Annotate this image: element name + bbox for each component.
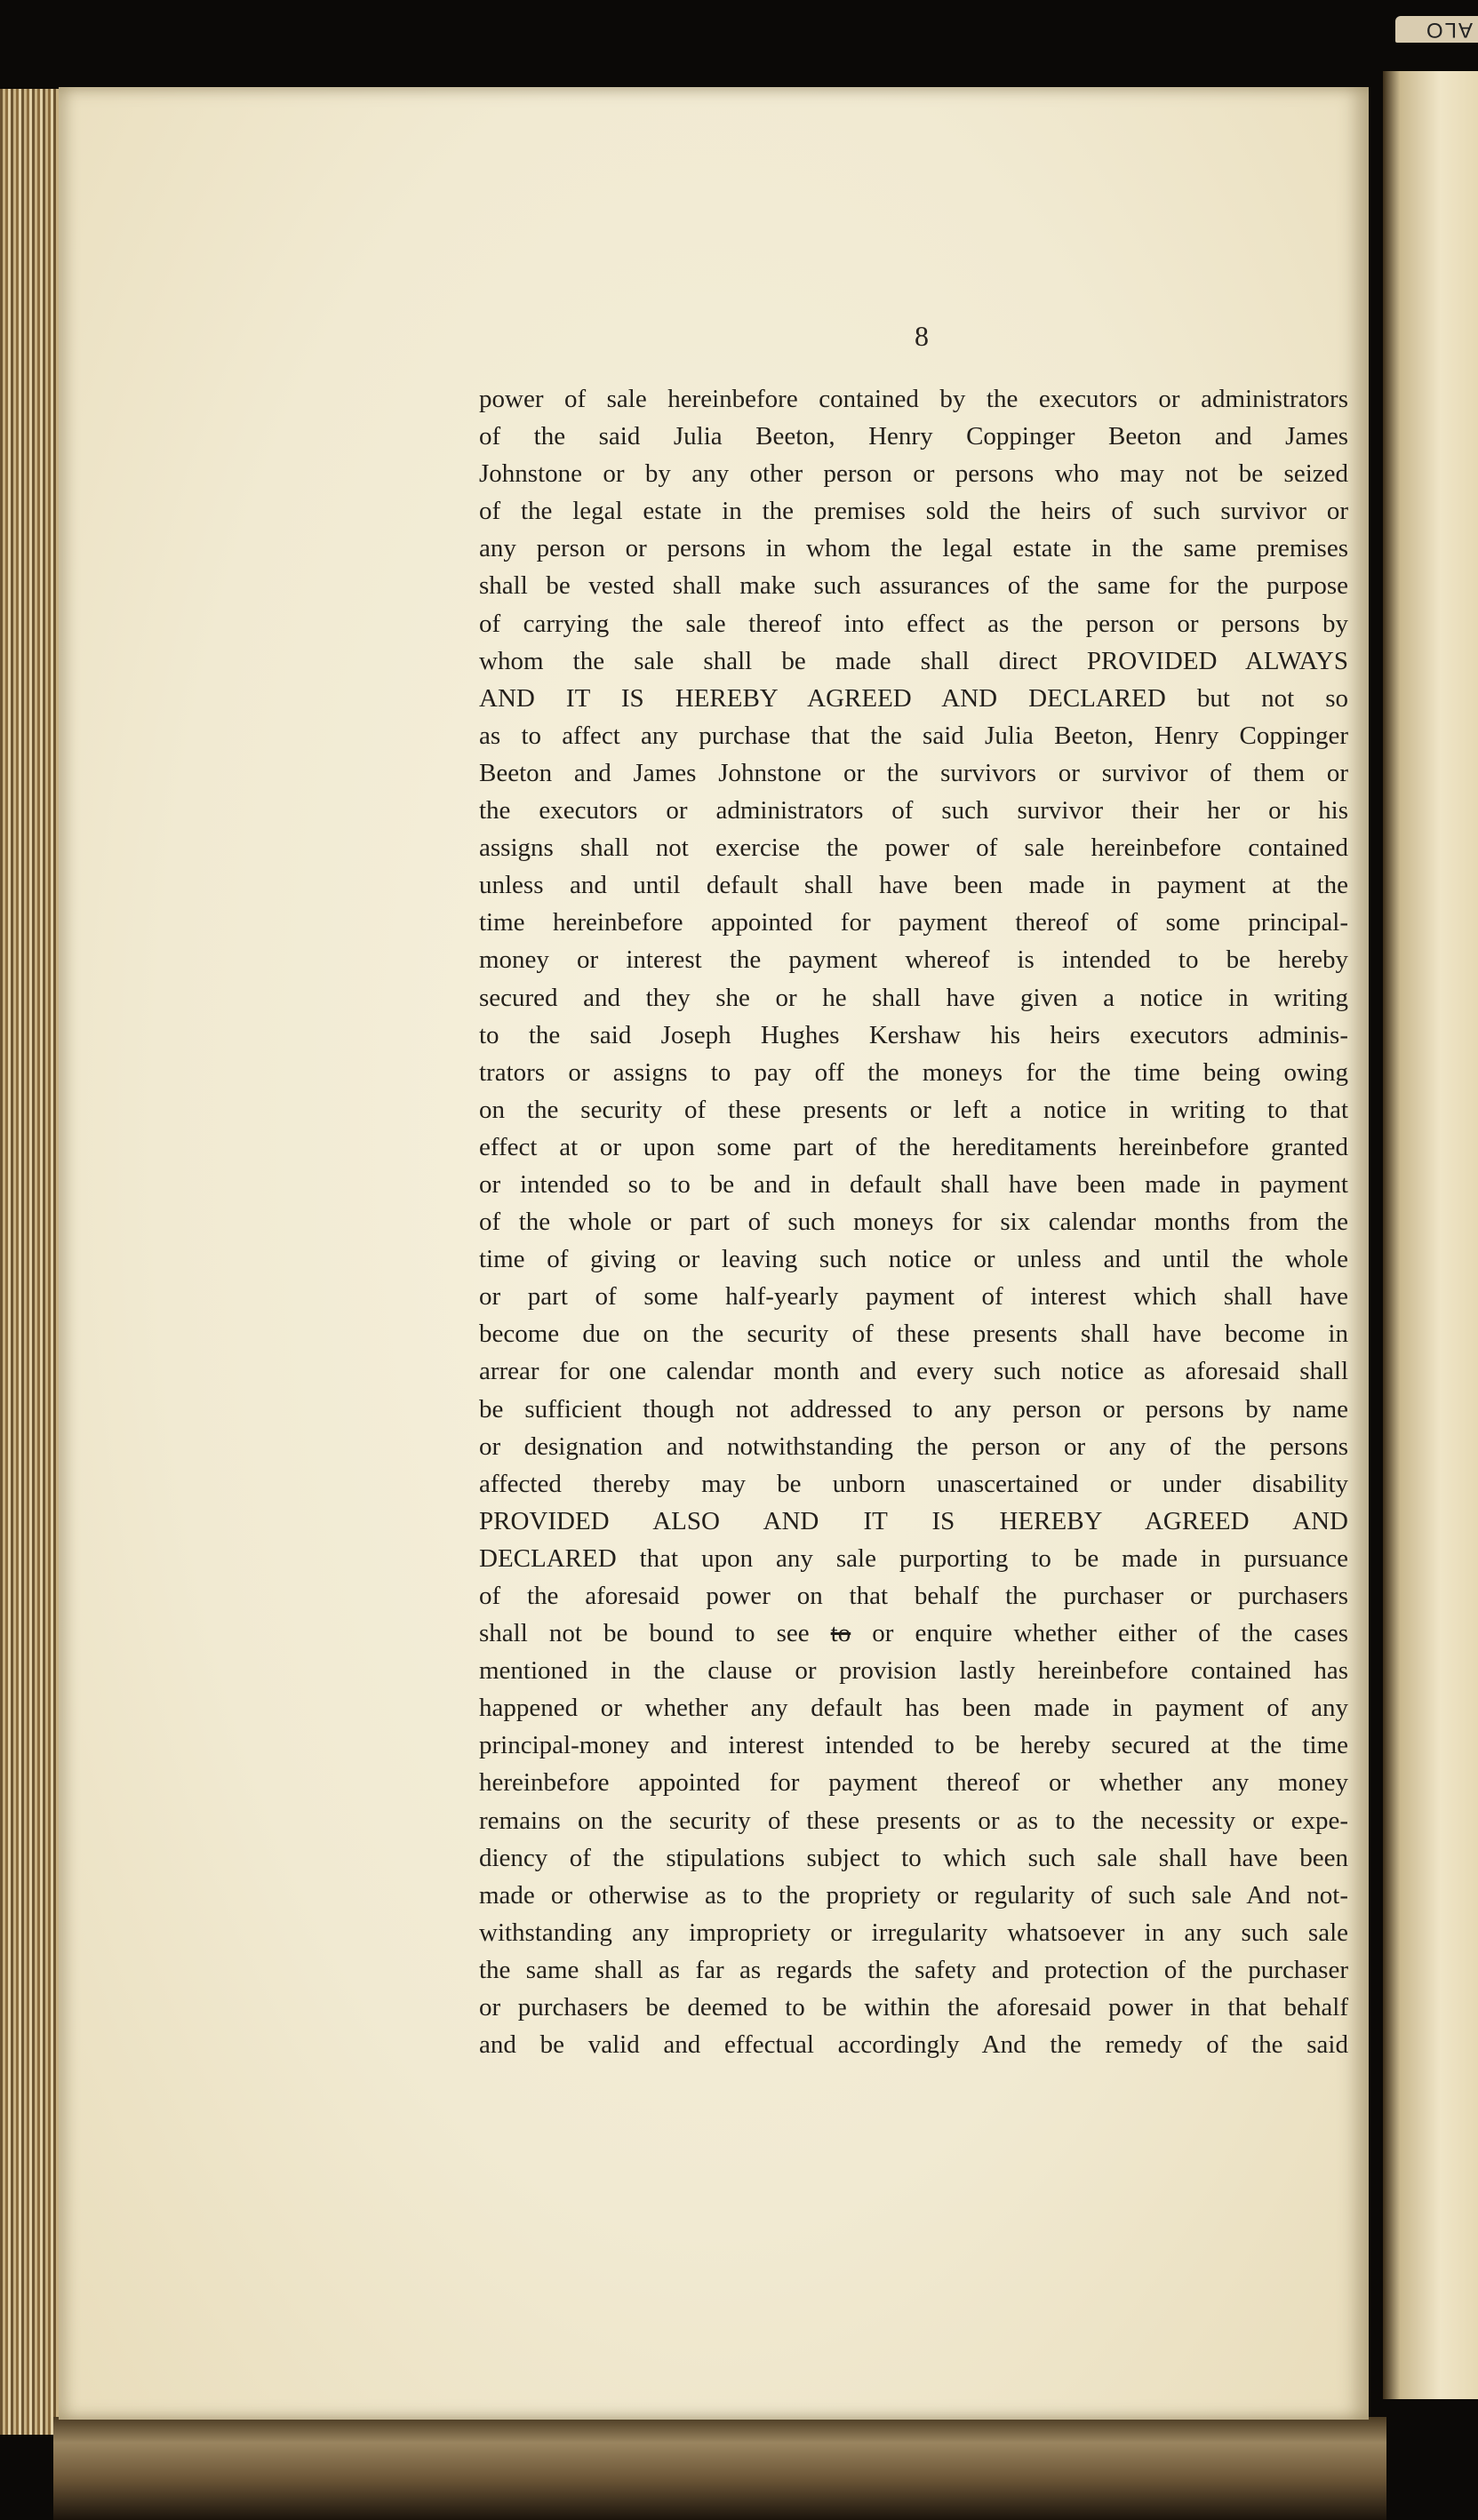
text-line: or part of some half-yearly payment of interest which shall have [479, 1282, 1348, 1312]
text-line: of the said Julia Beeton, Henry Coppinger Beeton and James [479, 422, 1348, 451]
text-line: PROVIDED ALSO AND IT IS HEREBY AGREED AND [479, 1506, 1348, 1535]
text-line: to the said Joseph Hughes Kershaw his heirs executors adminis- [479, 1020, 1348, 1049]
struck-word: to [830, 1619, 851, 1648]
text-line: or intended so to be and in default shall have been made in payment [479, 1169, 1348, 1199]
text-line: made or otherwise as to the propriety or regularity of such sale And not- [479, 1880, 1348, 1910]
text-line: unless and until default shall have been made in payment at the [479, 871, 1348, 900]
text-line: trators or assigns to pay off the moneys for the time being owing [479, 1057, 1348, 1087]
text-line: time of giving or leaving such notice or unless and until the whole [479, 1245, 1348, 1274]
text-line: be sufficient though not addressed to any person or persons by name [479, 1394, 1348, 1423]
text-line: AND IT IS HEREBY AGREED AND DECLARED but not so [479, 683, 1348, 713]
text-line: or designation and notwithstanding the person or any of the persons [479, 1431, 1348, 1461]
page-number: 8 [915, 320, 929, 352]
book-bottom-edge [53, 2417, 1386, 2520]
text-line: Beeton and James Johnstone or the survivors or survivor of them or [479, 758, 1348, 787]
text-line: affected thereby may be unborn unascertained or under disability [479, 1469, 1348, 1498]
text-line: shall be vested shall make such assurances of the same for the purpose [479, 571, 1348, 601]
text-line: and be valid and effectual accordingly And the remedy of the said [479, 2030, 1348, 2060]
book-page-edges [0, 89, 62, 2435]
text-line: arrear for one calendar month and every such notice as aforesaid shall [479, 1357, 1348, 1386]
text-line: assigns shall not exercise the power of sale hereinbefore contained [479, 833, 1348, 863]
index-tab-label: ALO [1424, 18, 1473, 42]
text-line: or purchasers be deemed to be within the aforesaid power in that behalf [479, 1993, 1348, 2022]
text-line: remains on the security of these presents or as to the necessity or expe- [479, 1806, 1348, 1835]
text-line: on the security of these presents or left a notice in writing to that [479, 1095, 1348, 1124]
text-line: time hereinbefore appointed for payment thereof of some principal- [479, 908, 1348, 937]
text-line: of the whole or part of such moneys for six calendar months from the [479, 1208, 1348, 1237]
text-line: of carrying the sale thereof into effect as the person or persons by [479, 609, 1348, 638]
text-line: mentioned in the clause or provision lastly hereinbefore contained has [479, 1656, 1348, 1686]
text-line: of the aforesaid power on that behalf the purchaser or purchasers [479, 1582, 1348, 1610]
text-line: money or interest the payment whereof is intended to be hereby [479, 945, 1348, 975]
text-line: of the legal estate in the premises sold the heirs of such survivor or [479, 497, 1348, 526]
text-line: as to affect any purchase that the said Julia Beeton, Henry Coppinger [479, 721, 1348, 750]
text-line: DECLARED that upon any sale purporting to be made in pursuance [479, 1543, 1348, 1573]
text-line: become due on the security of these presents shall have become in [479, 1320, 1348, 1349]
text-line: diency of the stipulations subject to which such sale shall have been [479, 1843, 1348, 1872]
text-line-with-strikeout [479, 1615, 1348, 1652]
text-segment: or enquire whether either of the cases [851, 1619, 1348, 1648]
text-line: principal-money and interest intended to be hereby secured at the time [479, 1731, 1348, 1760]
text-line: happened or whether any default has been made in payment of any [479, 1694, 1348, 1723]
text-line: the executors or administrators of such survivor their her or his [479, 796, 1348, 825]
text-line: any person or persons in whom the legal estate in the same premises [479, 534, 1348, 563]
text-line: effect at or upon some part of the hereditaments hereinbefore granted [479, 1132, 1348, 1161]
text-line: withstanding any impropriety or irregularity whatsoever in any such sale [479, 1918, 1348, 1947]
text-line: power of sale hereinbefore contained by the executors or administrators [479, 385, 1348, 413]
text-segment: shall not be bound to see [479, 1619, 831, 1648]
text-line: Johnstone or by any other person or persons who may not be seized [479, 459, 1348, 489]
text-line: secured and they she or he shall have given a notice in writing [479, 983, 1348, 1012]
facing-page-edge [1383, 71, 1478, 2399]
text-line: whom the sale shall be made shall direct PROVIDED ALWAYS [479, 646, 1348, 675]
body-text [479, 380, 1348, 2063]
text-line: the same shall as far as regards the safety and protection of the purchaser [479, 1955, 1348, 1984]
text-line: hereinbefore appointed for payment thereof or whether any money [479, 1768, 1348, 1798]
index-tab [1395, 16, 1478, 43]
